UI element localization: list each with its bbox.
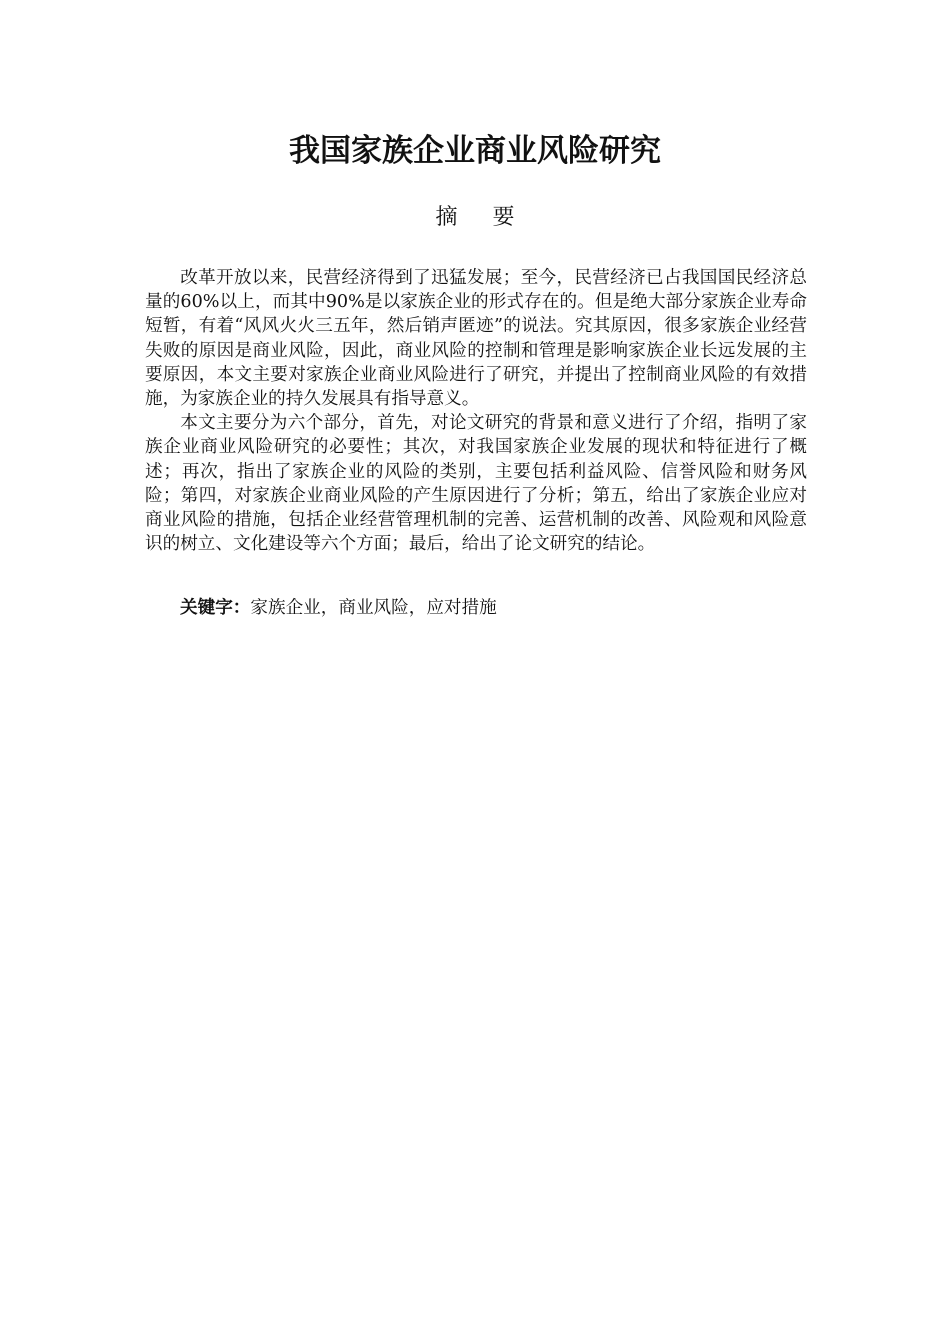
keywords-label: 关键字： [180, 598, 251, 618]
keywords-value: 家族企业，商业风险，应对措施 [250, 598, 497, 618]
keywords-line [180, 596, 807, 620]
abstract-heading: 摘 要 [435, 205, 529, 230]
abstract-paragraph-2: 本文主要分为六个部分，首先，对论文研究的背景和意义进行了介绍，指明了家族企业商业风险研究的必要性；其次，对我国家族企业发展的现状和特征进行了概述；再次，指出了家族企业的风险的类别，主要包括利益风险、信誉风险和财务风险；第四，对家族企业商业风险的产生原因进行了分析；第五，给出了家族企业应对商业风险的措施，包括企业经营管理机制的完善、运营机制的改善、风险观和风险意识的树立、文化建设等六个方面；最后，给出了论文研究的结论。 [145, 413, 807, 555]
document-title: 我国家族企业商业风险研究 [289, 133, 661, 169]
abstract-paragraph-1: 改革开放以来，民营经济得到了迅猛发展；至今，民营经济已占我国国民经济总量的60%以上，而其中90%是以家族企业的形式存在的。但是绝大部分家族企业寿命短暂，有着“风风火火三五年，然后销声匿迹”的说法。究其原因，很多家族企业经营失败的原因是商业风险，因此，商业风险的控制和管理是影响家族企业长远发展的主要原因，本文主要对家族企业商业风险进行了研究，并提出了控制商业风险的有效措施，为家族企业的持久发展具有指导意义。 [145, 268, 807, 410]
abstract-body [145, 266, 807, 556]
